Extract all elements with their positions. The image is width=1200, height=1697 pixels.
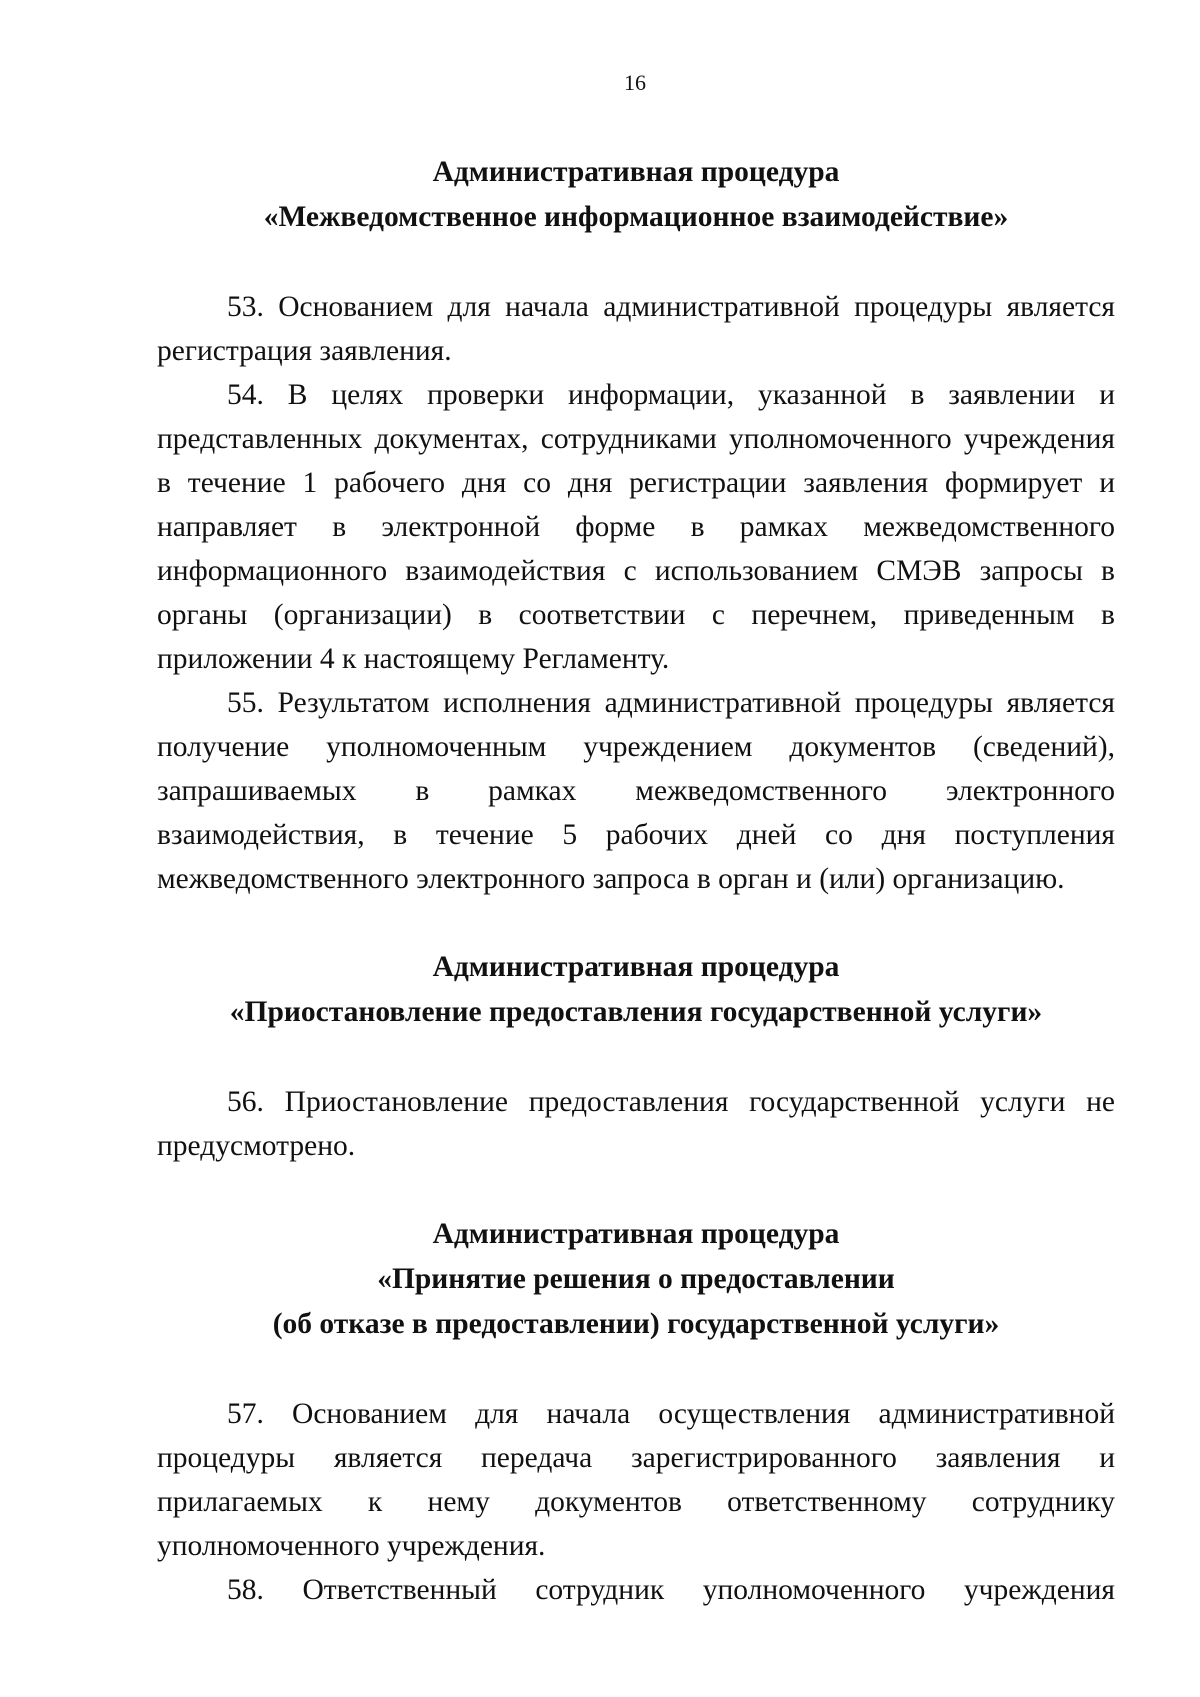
document-body bbox=[157, 150, 1115, 1612]
heading-line: «Принятие решения о предоставлении bbox=[377, 1263, 895, 1295]
paragraph-58: 58. Ответственный сотрудник уполномоченного учреждения bbox=[227, 1574, 1115, 1606]
heading-line: Административная процедура bbox=[432, 951, 840, 983]
section-spacer bbox=[157, 1168, 1115, 1212]
paragraph-56: 56. Приостановление предоставления государственной услуги не предусмотрено. bbox=[157, 1086, 1115, 1162]
heading-line: Административная процедура bbox=[432, 156, 840, 188]
paragraph-55: 55. Результатом исполнения административной процедуры является получение уполномоченным учреждением документов (сведений), запрашиваемых в рамках межведомственного электронного взаимодействия, в течение 5 рабочих дней со дня поступления межведомственного электронного запроса в орган и (или) организацию. bbox=[157, 687, 1115, 895]
section-heading bbox=[157, 945, 1115, 1035]
heading-line: (об отказе в предоставлении) государственной услуги» bbox=[272, 1308, 1000, 1340]
paragraph-53: 53. Основанием для начала административной процедуры является регистрация заявления. bbox=[157, 291, 1115, 367]
paragraph-57: 57. Основанием для начала осуществления административной процедуры является передача зарегистрированного заявления и прилагаемых к нему документов ответственному сотруднику уполномоченного учреждения. bbox=[157, 1398, 1115, 1562]
section-heading bbox=[157, 1212, 1115, 1347]
section-spacer bbox=[157, 901, 1115, 945]
heading-line: «Приостановление предоставления государственной услуги» bbox=[229, 996, 1043, 1028]
paragraph-54: 54. В целях проверки информации, указанной в заявлении и представленных документах, сотрудниками уполномоченного учреждения в течение 1 рабочего дня со дня регистрации заявления формирует и направляет в электронной форме в рамках межведомственного информационного взаимодействия с использованием СМЭВ запросы в органы (организации) в соответствии с перечнем, приведенным в приложении 4 к настоящему Регламенту. bbox=[157, 379, 1115, 675]
heading-line: «Межведомственное информационное взаимодействие» bbox=[263, 201, 1009, 233]
section-heading bbox=[157, 150, 1115, 240]
page-number: 16 bbox=[624, 70, 646, 95]
heading-line: Административная процедура bbox=[432, 1218, 840, 1250]
